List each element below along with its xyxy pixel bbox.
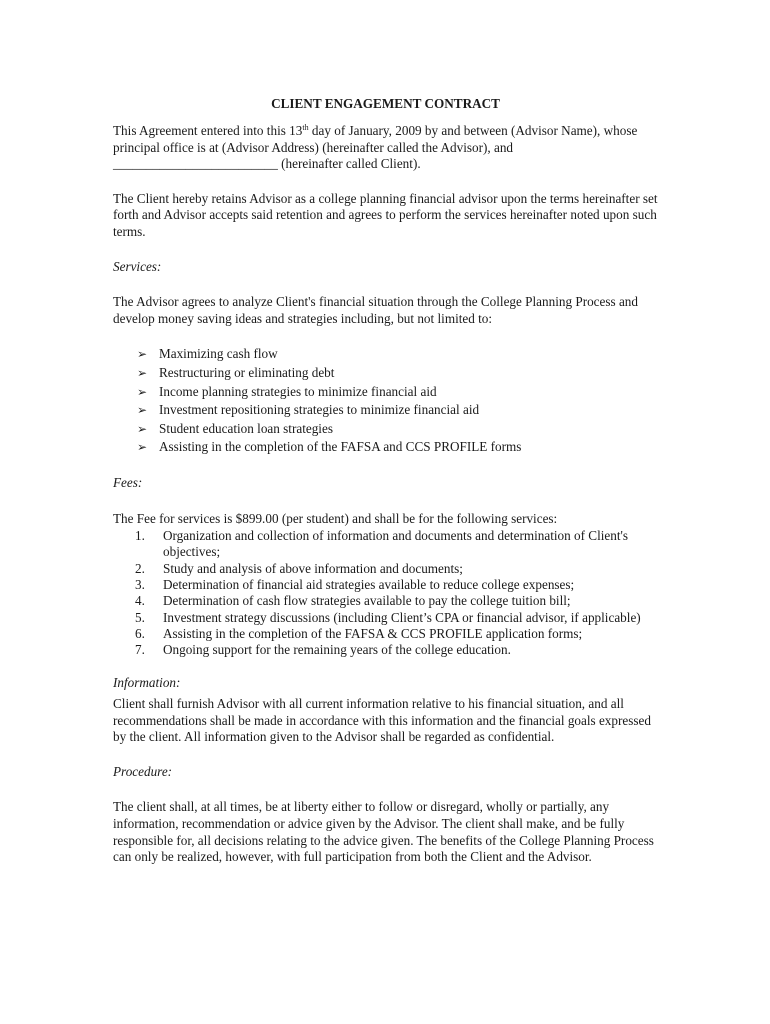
services-list — [113, 345, 658, 457]
list-item: ➢ Investment repositioning strategies to minimize financial aid — [137, 401, 658, 420]
list-item: ➢ Restructuring or eliminating debt — [137, 364, 658, 383]
arrow-bullet-icon: ➢ — [137, 347, 148, 362]
list-item: 2. Study and analysis of above information and documents; — [135, 560, 463, 576]
fees-paragraph: The Fee for services is $899.00 (per student) and shall be for the following services: — [113, 510, 558, 526]
services-paragraph: The Advisor agrees to analyze Client's financial situation through the College Planning Process and develop money saving ideas and strategies including, but not limited to: — [113, 294, 638, 326]
list-number: 1. — [135, 528, 145, 544]
intro-text-2: day of January, 2009 by and between (Advisor Name), whose principal office is at (Advisor Address) (hereinafter called the Advisor), and — [113, 123, 638, 155]
arrow-bullet-icon: ➢ — [137, 384, 148, 399]
list-item: ➢ Student education loan strategies — [137, 420, 658, 439]
list-item: 4. Determination of cash flow strategies available to pay the college tuition bill; — [135, 593, 571, 609]
arrow-bullet-icon: ➢ — [137, 403, 148, 418]
fees-list — [113, 528, 658, 658]
page-title: CLIENT ENGAGEMENT CONTRACT — [271, 96, 500, 111]
intro-ordinal-suffix: th — [302, 123, 309, 132]
arrow-bullet-icon: ➢ — [137, 421, 148, 436]
list-number: 4. — [135, 593, 145, 609]
client-name-blank: _________________________ — [113, 156, 278, 172]
list-number: 6. — [135, 625, 145, 641]
list-number: 5. — [135, 609, 145, 625]
fees-heading: Fees: — [113, 474, 143, 490]
list-item: ➢ Income planning strategies to minimize financial aid — [137, 383, 658, 402]
intro-text-3: (hereinafter called Client). — [277, 156, 421, 172]
list-item: ➢ Maximizing cash flow — [137, 345, 658, 364]
intro-paragraph — [113, 123, 658, 173]
list-item: 5. Investment strategy discussions (including Client’s CPA or financial advisor, if applicable) — [135, 609, 641, 625]
intro-text-1: This Agreement entered into this 13 — [113, 123, 303, 138]
document-body — [113, 96, 658, 884]
list-number: 7. — [135, 642, 145, 658]
list-number: 2. — [135, 560, 145, 576]
list-item: 6. Assisting in the completion of the FAFSA & CCS PROFILE application forms; — [135, 625, 583, 641]
list-item: ➢ Assisting in the completion of the FAFSA and CCS PROFILE forms — [137, 438, 658, 457]
information-paragraph: Client shall furnish Advisor with all current information relative to his financial situation, and all recommendations shall be made in accordance with this information and the financial goals expressed by the client. All information given to the Advisor shall be regarded as confidential. — [113, 696, 651, 745]
arrow-bullet-icon: ➢ — [137, 365, 148, 380]
retention-paragraph: The Client hereby retains Advisor as a college planning financial advisor upon the terms hereinafter set forth and Advisor accepts said retention and agrees to perform the services hereinafter noted upon such terms. — [113, 190, 658, 239]
list-number: 3. — [135, 576, 145, 592]
procedure-heading: Procedure: — [113, 763, 173, 779]
list-item: 3. Determination of financial aid strategies available to reduce college expenses; — [135, 576, 575, 592]
arrow-bullet-icon: ➢ — [137, 440, 148, 455]
services-heading: Services: — [113, 258, 162, 274]
list-item: 7. Ongoing support for the remaining years of the college education. — [135, 642, 511, 658]
list-item: 1. Organization and collection of information and documents and determination of Client's objectives; — [135, 528, 629, 560]
procedure-paragraph: The client shall, at all times, be at liberty either to follow or disregard, wholly or partially, any information, recommendation or advice given by the Advisor. The client shall make, and be fully responsible for, all decisions relating to the advice given. The benefits of the College Planning Process can only be realized, however, with full participation from both the Client and the Advisor. — [113, 799, 654, 865]
information-heading: Information: — [113, 675, 181, 691]
